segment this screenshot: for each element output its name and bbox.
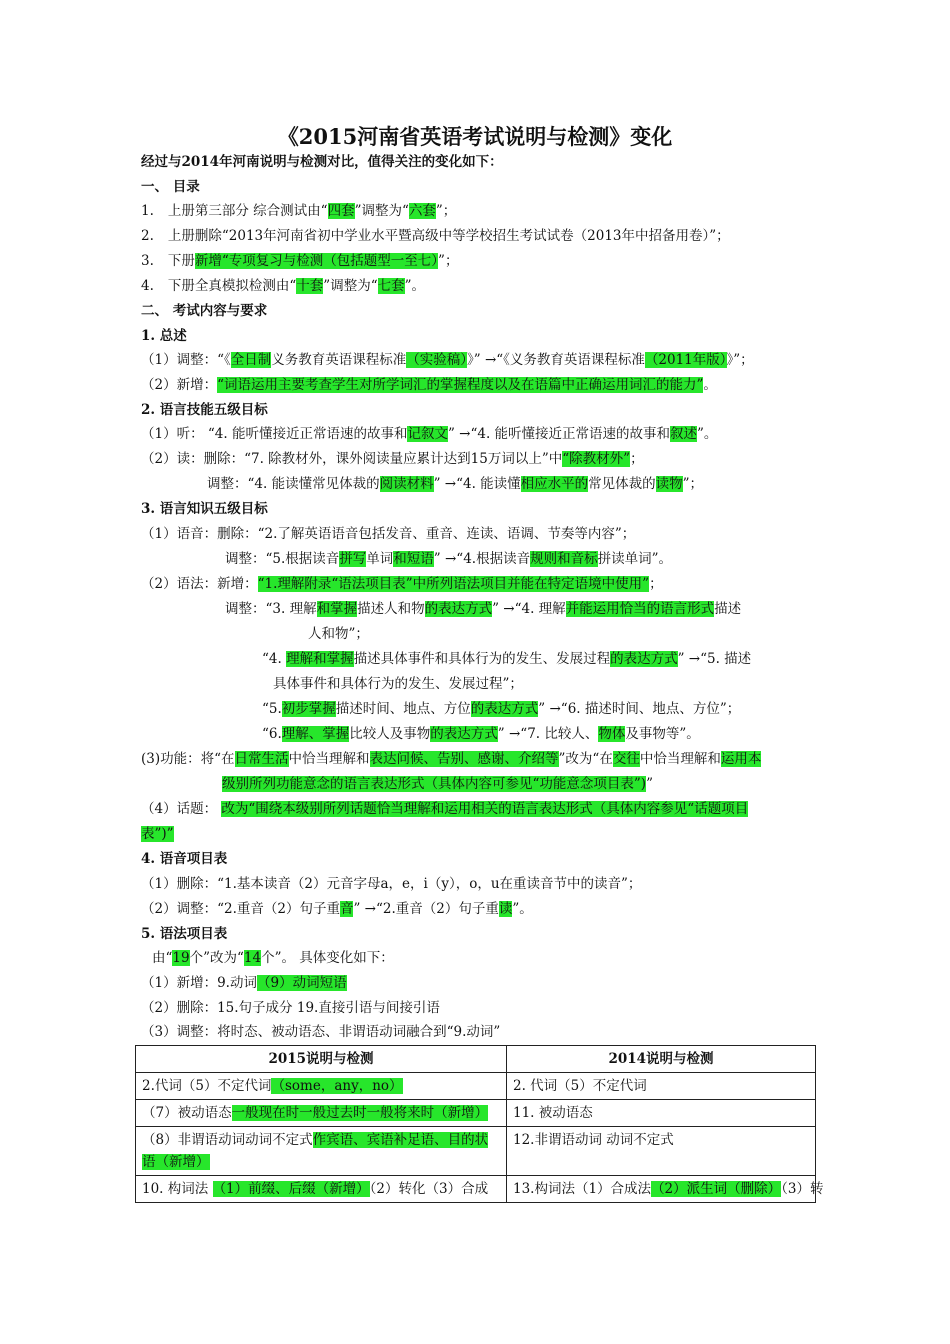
section-2-heading: 二、 考试内容与要求 <box>141 303 268 319</box>
subsection-heading: 3. 语言知识五级目标 <box>141 501 268 517</box>
text-line: （2）调整：“2.重音（2）句子重音” →“2.重音（2）句子重读”。 <box>141 901 533 917</box>
text-line: （2）读：删除：“7. 除教材外，课外阅读量应累计达到15万词以上”中“除教材外”； <box>141 451 644 467</box>
table-cell: 12.非谓语动词 动词不定式 <box>507 1127 816 1176</box>
text-line: 调整：“4. 能读懂常见体裁的阅读材料” →“4. 能读懂相应水平的常见体裁的读物”； <box>207 476 704 492</box>
catalog-item: 3. 下册新增“专项复习与检测（包括题型一至七）”； <box>141 253 459 269</box>
text-line: （1）听： “4. 能听懂接近正常语速的故事和记叙文” →“4. 能听懂接近正常语速的故事和叙述”。 <box>141 426 718 442</box>
table-header-row <box>136 1046 816 1073</box>
table-cell: 11. 被动语态 <box>507 1100 816 1127</box>
text-line: （2）新增：“词语运用主要考查学生对所学词汇的掌握程度以及在语篇中正确运用词汇的能力”。 <box>141 377 717 393</box>
table-row <box>136 1176 816 1203</box>
text-line: （3）调整：将时态、被动语态、非谓语动词融合到“9.动词” <box>141 1024 501 1040</box>
table-row <box>136 1100 816 1127</box>
document-title: 《2015河南省英语考试说明与检测》变化 <box>277 124 673 149</box>
text-line: 表”)” <box>141 826 174 842</box>
catalog-item: 1. 上册第三部分 综合测试由“四套”调整为“六套”； <box>141 203 457 219</box>
catalog-item: 4. 下册全真模拟检测由“十套”调整为“七套”。 <box>141 278 426 294</box>
text-line: （1）新增：9.动词（9）动词短语 <box>141 975 347 991</box>
table-cell: 10. 构词法 （1）前缀、后缀（新增）（2）转化（3）合成 <box>136 1176 507 1203</box>
text-line: 调整：“5.根据读音拼写单词和短语” →“4.根据读音规则和音标拼读单词”。 <box>225 551 672 567</box>
text-line: 级别所列功能意念的语言表达形式（具体内容可参见“功能意念项目表”)” <box>222 776 653 792</box>
table-cell: 2.代词（5）不定代词（some，any，no） <box>136 1073 507 1100</box>
table-row <box>136 1127 816 1176</box>
table-row <box>136 1073 816 1100</box>
column-header: 2015说明与检测 <box>136 1046 507 1073</box>
text-line: （1）删除：“1.基本读音（2）元音字母a，e，i（y），o，u在重读音节中的读音”； <box>141 876 642 892</box>
table-cell: （8）非谓语动词动词不定式作宾语、宾语补足语、目的状语（新增） <box>136 1127 507 1176</box>
text-line: 调整：“3. 理解和掌握描述人和物的表达方式” →“4. 理解并能运用恰当的语言形式描述 <box>225 601 742 617</box>
text-line: （1）调整：“《全日制义务教育英语课程标准（实验稿）》” →“《义务教育英语课程标准（2011年版）》”； <box>141 352 754 368</box>
subsection-heading: 4. 语音项目表 <box>141 851 228 867</box>
subsection-heading: 1. 总述 <box>141 328 187 344</box>
text-line: （2）语法：新增：“1.理解附录“语法项目表”中所列语法项目并能在特定语境中使用”； <box>141 576 663 592</box>
text-line: （4）话题： 改为“围绕本级别所列话题恰当理解和运用相关的语言表达形式（具体内容参见“话题项目 <box>141 801 749 817</box>
text-line: 由“19个”改为“14个”。 具体变化如下： <box>152 950 394 966</box>
text-line: 人和物”； <box>308 626 369 642</box>
catalog-item: 2. 上册删除“2013年河南省初中学业水平暨高级中等学校招生考试试卷（2013年中招备用卷）”； <box>141 228 730 244</box>
text-line: （2）删除：15.句子成分 19.直接引语与间接引语 <box>141 1000 440 1016</box>
text-line: （1）语音：删除：“2.了解英语语音包括发音、重音、连读、语调、节奏等内容”； <box>141 526 636 542</box>
section-1-heading: 一、 目录 <box>141 179 200 195</box>
column-header: 2014说明与检测 <box>507 1046 816 1073</box>
intro-line: 经过与2014年河南说明与检测对比，值得关注的变化如下： <box>141 154 503 170</box>
table-cell: （7）被动语态一般现在时一般过去时一般将来时（新增） <box>136 1100 507 1127</box>
table-cell: 2. 代词（5）不定代词 <box>507 1073 816 1100</box>
text-line: “4. 理解和掌握描述具体事件和具体行为的发生、发展过程的表达方式” →“5. 描述 <box>262 651 752 667</box>
comparison-table <box>135 1045 824 1203</box>
text-line: 具体事件和具体行为的发生、发展过程”； <box>273 676 523 692</box>
text-line: “6.理解、掌握比较人及事物的表达方式” →“7. 比较人、物体及事物等”。 <box>262 726 700 742</box>
subsection-heading: 5. 语法项目表 <box>141 926 228 942</box>
text-line: “5.初步掌握描述时间、地点、方位的表达方式” →“6. 描述时间、地点、方位”； <box>262 701 741 717</box>
table-cell: 13.构词法（1）合成法（2）派生词（删除）（3）转 <box>507 1176 816 1203</box>
text-line: (3)功能：将“在日常生活中恰当理解和表达问候、告别、感谢、介绍等”改为“在交往中恰当理解和运用本 <box>141 751 762 767</box>
subsection-heading: 2. 语言技能五级目标 <box>141 402 268 418</box>
